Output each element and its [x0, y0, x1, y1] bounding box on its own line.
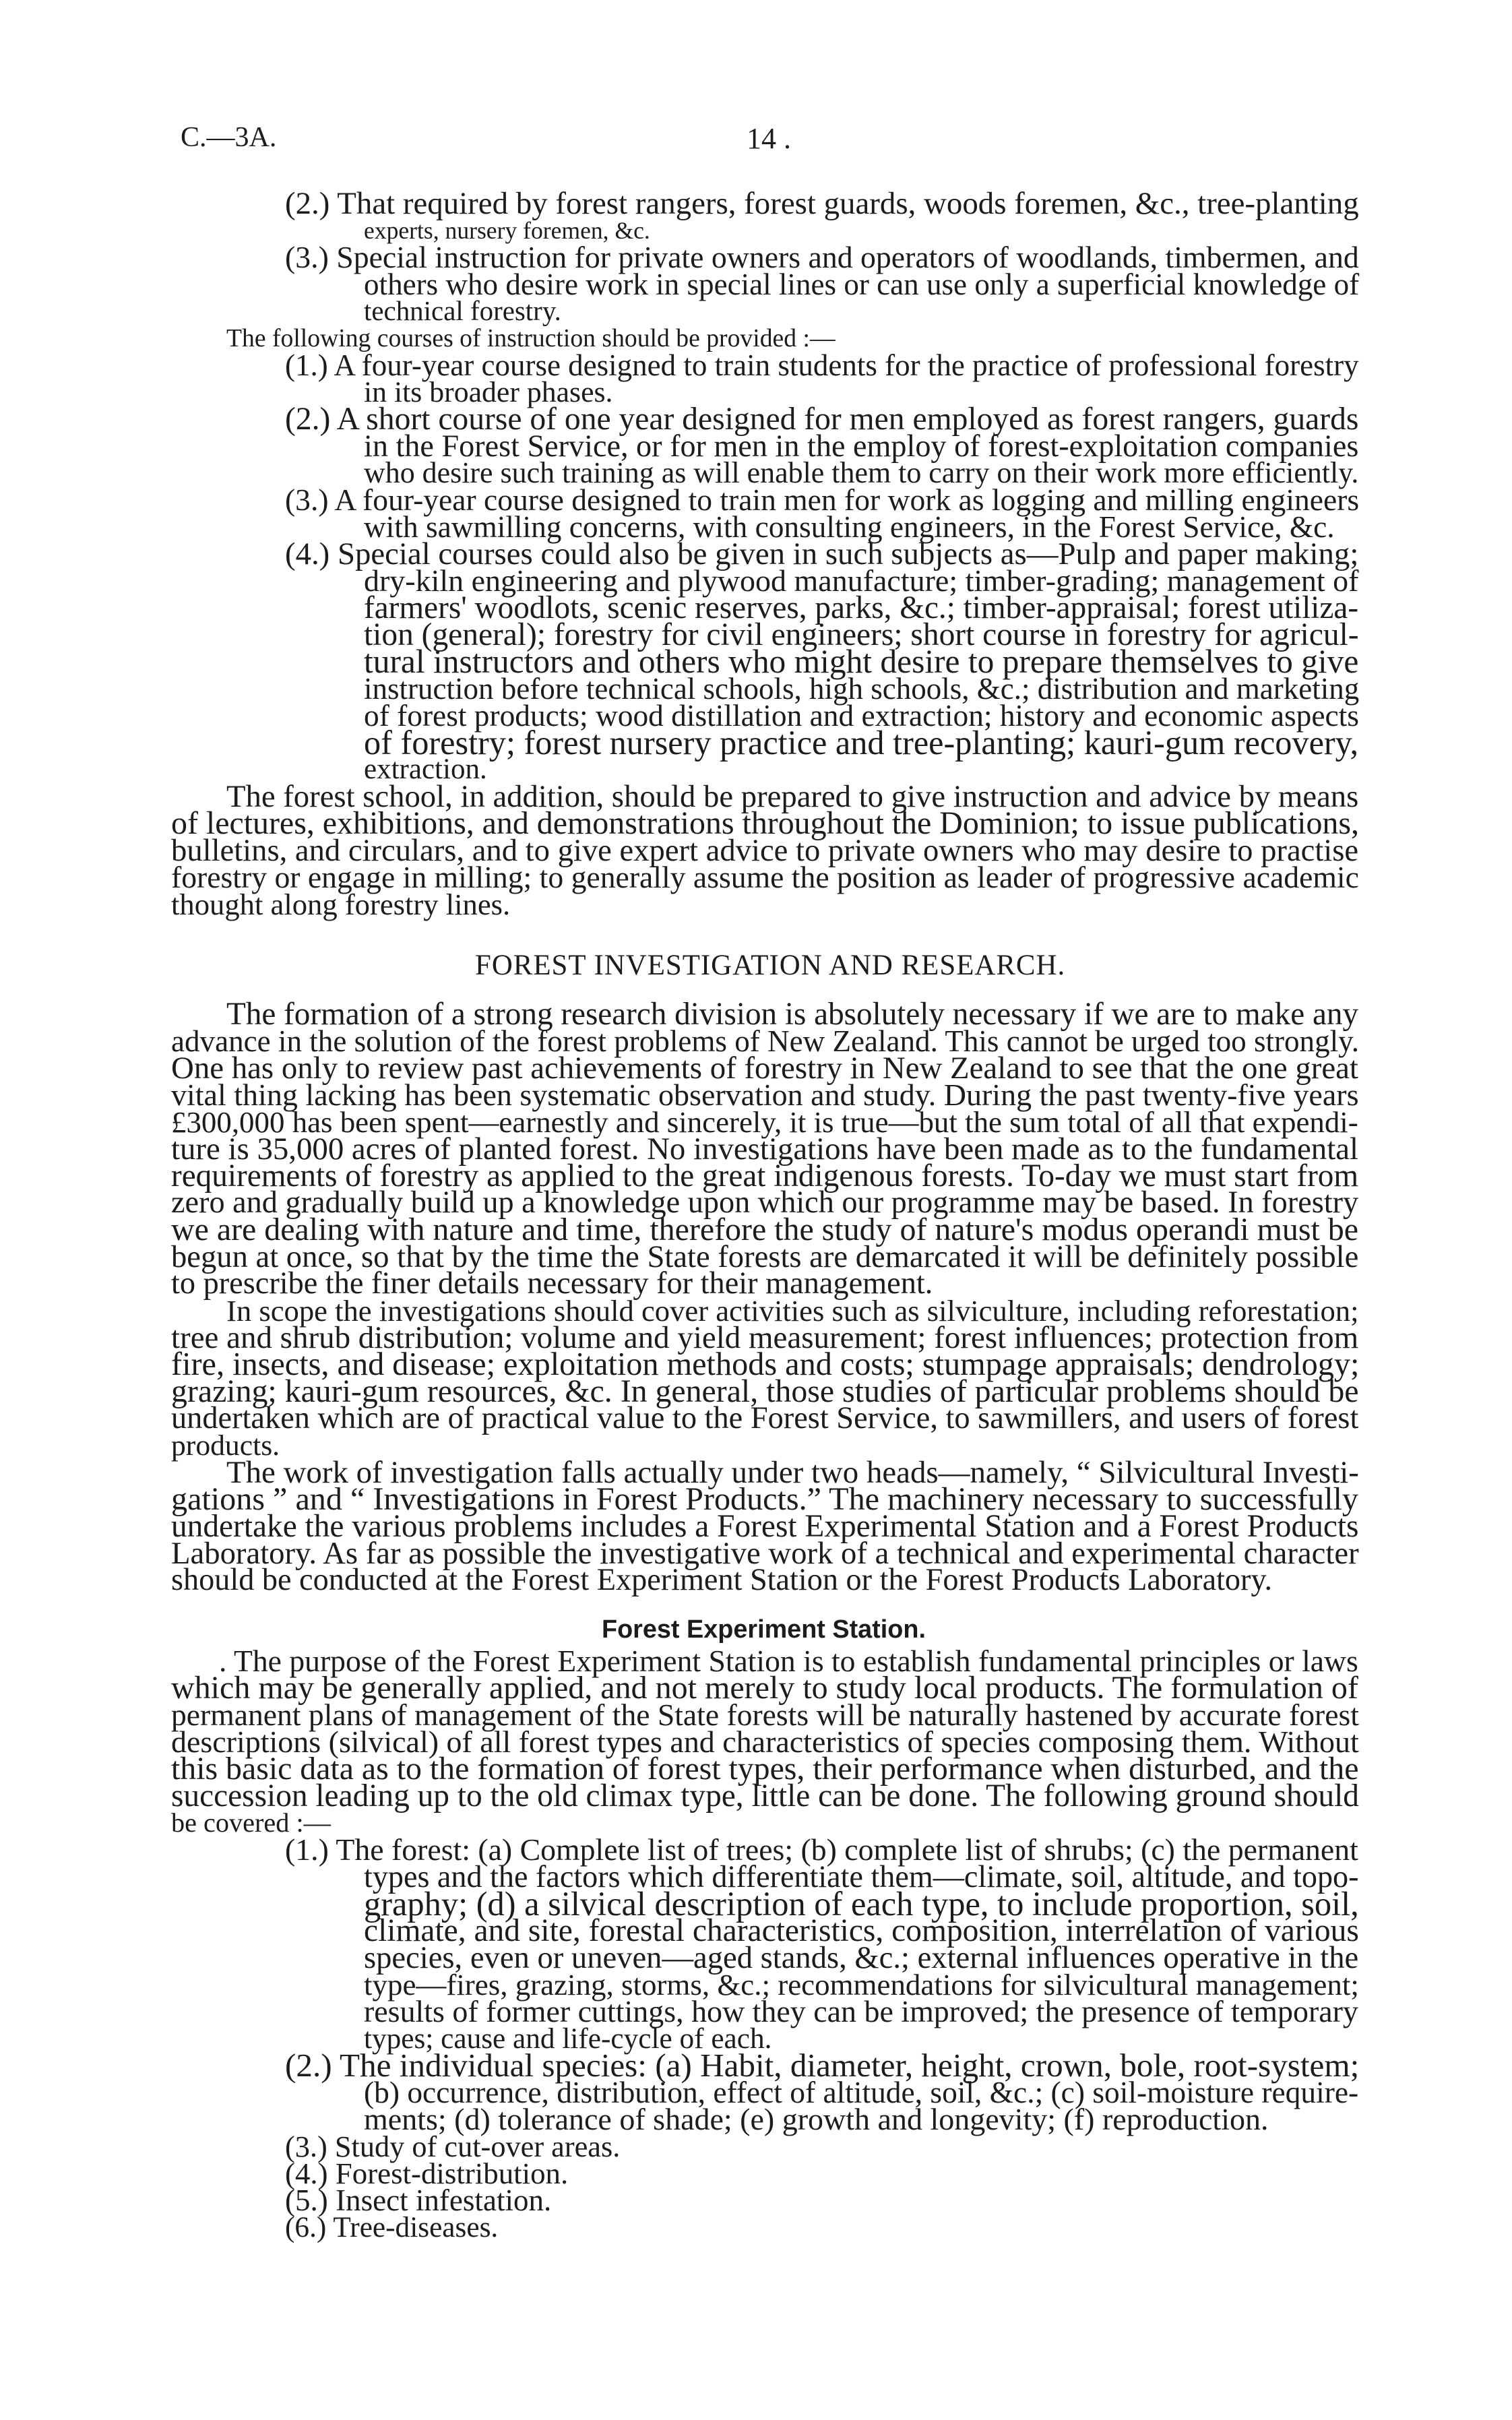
text-line: tion (general); forestry for civil engineers; short course in forestry for agricul- [364, 617, 1359, 652]
section-heading: FOREST INVESTIGATION AND RESEARCH. [475, 950, 1066, 981]
text-line: The formation of a strong research division is absolutely necessary if we are to make any [226, 997, 1359, 1032]
text-line: requirements of forestry as applied to the great indigenous forests. To-day we must start from [171, 1158, 1359, 1193]
text-line: In scope the investigations should cover activities such as silviculture, including reforestation; [226, 1294, 1359, 1328]
text-line: The work of investigation falls actually under two heads—namely, “ Silvicultural Investi- [226, 1455, 1359, 1490]
text-line: succession leading up to the old climax type, little can be done. The following ground should [171, 1778, 1359, 1813]
text-line: zero and gradually build up a knowledge upon which our programme may be based. In forestry [171, 1185, 1359, 1220]
text-line: extraction. [364, 753, 487, 785]
text-line: in the Forest Service, or for men in the employ of forest-exploitation companies [364, 429, 1359, 463]
text-line: should be conducted at the Forest Experiment Station or the Forest Products Laboratory. [171, 1563, 1273, 1597]
text-line: ments; (d) tolerance of shade; (e) growth and longevity; (f) reproduction. [364, 2102, 1269, 2136]
text-line: of lectures, exhibitions, and demonstrations throughout the Dominion; to issue publications, [171, 805, 1359, 841]
text-line: (3.) A four-year course designed to train men for work as logging and milling engineers [285, 483, 1360, 517]
text-line: (1.) A four-year course designed to train students for the practice of professional forestry [285, 348, 1359, 382]
text-line: descriptions (silvical) of all forest types and characteristics of species composing them. Without [171, 1725, 1359, 1759]
text-line: of forestry; forest nursery practice and tree-planting; kauri-gum recovery, [364, 724, 1359, 762]
text-line: undertake the various problems includes a Forest Experimental Station and a Forest Products [171, 1509, 1359, 1544]
text-line: (2.) A short course of one year designed for men employed as forest rangers, guards [285, 402, 1359, 437]
text-line: we are dealing with nature and time, therefore the study of nature's modus operandi must be [171, 1212, 1358, 1247]
text-line: One has only to review past achievements of forestry in New Zealand to see that the one great [171, 1051, 1358, 1086]
text-line: The following courses of instruction should be provided :— [226, 324, 836, 352]
text-line: which may be generally applied, and not merely to study local products. The formulation of [171, 1670, 1358, 1706]
text-line: fire, insects, and disease; exploitation methods and costs; stumpage appraisals; dendrology; [171, 1346, 1360, 1382]
text-line: (2.) The individual species: (a) Habit, diameter, height, crown, bole, root-system; [285, 2047, 1360, 2084]
text-line: (4.) Special courses could also be given in such subjects as—Pulp and paper making; [285, 536, 1359, 571]
text-line: products. [171, 1429, 280, 1462]
text-line: (3.) Special instruction for private owners and operators of woodlands, timbermen, and [285, 240, 1359, 274]
text-line: results of former cuttings, how they can be improved; the presence of temporary [364, 1994, 1358, 2028]
text-line: (2.) That required by forest rangers, forest guards, woods foremen, &c., tree-planting [285, 186, 1359, 221]
text-line: forestry or engage in milling; to generally assume the position as leader of progressive academic [171, 860, 1359, 894]
text-line: The forest school, in addition, should be prepared to give instruction and advice by means [226, 779, 1359, 814]
text-line: gations ” and “ Investigations in Forest Products.” The machinery necessary to successfully [171, 1481, 1358, 1517]
text-line: (1.) The forest: (a) Complete list of trees; (b) complete list of shrubs; (c) the permanent [285, 1832, 1358, 1867]
text-line: instruction before technical schools, high schools, &c.; distribution and marketing [364, 672, 1360, 706]
text-line: of forest products; wood distillation and extraction; history and economic aspects [364, 699, 1359, 733]
text-line: (6.) Tree-diseases. [285, 2211, 499, 2243]
text-line: with sawmilling concerns, with consulting engineers, in the Forest Service, &c. [364, 510, 1335, 544]
text-line: . The purpose of the Forest Experiment Station is to establish fundamental principles or laws [219, 1644, 1358, 1678]
text-line: tree and shrub distribution; volume and yield measurement; forest influences; protection from [171, 1320, 1359, 1355]
text-line: (b) occurrence, distribution, effect of altitude, soil, &c.; (c) soil-moisture require- [364, 2076, 1359, 2109]
text-line: be covered :— [171, 1807, 331, 1838]
text-line: £300,000 has been spent—earnestly and sincerely, it is true—but the sum total of all that expendi- [171, 1105, 1358, 1139]
text-line: grazing; kauri-gum resources, &c. In general, those studies of particular problems should be [171, 1373, 1359, 1409]
text-line: dry-kiln engineering and plywood manufacture; timber-grading; management of [364, 563, 1359, 598]
text-line: types; cause and life-cycle of each. [364, 2022, 772, 2055]
subsection-heading: Forest Experiment Station. [602, 1615, 926, 1644]
text-line: types and the factors which differentiate them—climate, soil, altitude, and topo- [364, 1859, 1359, 1894]
text-line: vital thing lacking has been systematic observation and study. During the past twenty-five years [171, 1078, 1359, 1112]
text-line: ture is 35,000 acres of planted forest. No investigations have been made as to the fundamental [171, 1131, 1359, 1167]
text-line: graphy; (d) a silvical description of each type, to include proportion, soil, [364, 1885, 1359, 1923]
text-line: climate, and site, forestal characteristics, composition, interrelation of various [364, 1913, 1359, 1948]
page-reference: C.—3A. [181, 122, 277, 153]
text-line: Laboratory. As far as possible the investigative work of a technical and experimental character [171, 1536, 1359, 1571]
text-line: advance in the solution of the forest problems of New Zealand. This cannot be urged too strongly. [171, 1024, 1360, 1058]
text-line: (5.) Insect infestation. [285, 2183, 552, 2217]
text-line: tural instructors and others who might desire to prepare themselves to give [364, 643, 1359, 680]
text-line: thought along forestry lines. [171, 888, 511, 921]
text-line: species, even or uneven—aged stands, &c.; external influences operative in the [364, 1940, 1359, 1975]
text-line: type—fires, grazing, storms, &c.; recommendations for silvicultural management; [364, 1968, 1359, 2002]
text-line: others who desire work in special lines or can use only a superficial knowledge of [364, 268, 1360, 301]
text-line: technical forestry. [364, 296, 561, 326]
text-line: experts, nursery foremen, &c. [364, 217, 650, 244]
text-line: this basic data as to the formation of forest types, their performance when disturbed, and the [171, 1751, 1359, 1787]
text-line: farmers' woodlots, scenic reserves, parks, &c.; timber-appraisal; forest utiliza- [364, 590, 1359, 625]
text-line: (4.) Forest-distribution. [285, 2157, 569, 2190]
text-line: to prescribe the finer details necessary for their management. [171, 1266, 933, 1301]
text-line: bulletins, and circulars, and to give expert advice to private owners who may desire to practise [171, 833, 1359, 868]
text-line: begun at once, so that by the time the State forests are demarcated it will be definitely possible [171, 1239, 1359, 1274]
page-number: 14 . [747, 122, 791, 155]
text-line: (3.) Study of cut-over areas. [285, 2130, 621, 2163]
text-line: undertaken which are of practical value to the Forest Service, to sawmillers, and users of forest [171, 1401, 1359, 1435]
text-line: permanent plans of management of the State forests will be naturally hastened by accurate forest [171, 1698, 1359, 1732]
text-line: who desire such training as will enable them to carry on their work more efficiently. [364, 456, 1359, 489]
text-line: in its broader phases. [364, 376, 613, 408]
